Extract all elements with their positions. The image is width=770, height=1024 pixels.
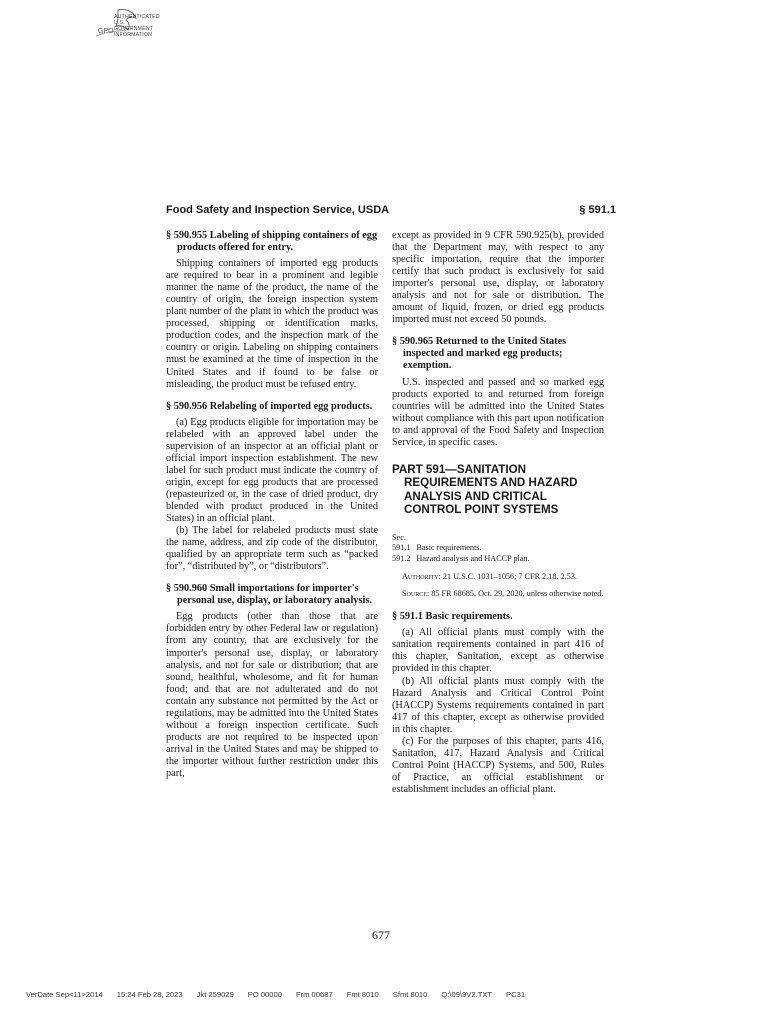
gpo-line: AUTHENTICATED <box>114 14 160 20</box>
authority-note <box>392 572 604 583</box>
section-heading: § 590.956 Relabeling of imported egg products. <box>166 400 373 412</box>
footer-slug <box>26 990 525 999</box>
section-paragraph: Egg products (other than those that are forbidden entry by other Federal law or regulation) from any country, that are exclusively for the importer's personal use, display, or laboratory analysis, and not for sale or distribution; that are sound, healthful, wholesome, and fit for human food; and that are not adulterated and do not contain any substance not permitted by the Act or regulations, may be admitted into the United States without a foreign inspection certificate. Such products are not required to be inspected upon arrival in the United States and may be shipped to the importer without further restriction under this part, <box>166 611 378 779</box>
running-head-section: § 591.1 <box>579 204 616 216</box>
gpo-authentication-text <box>114 14 160 38</box>
source-label: Source: <box>402 588 430 598</box>
section-591-1 <box>392 611 604 796</box>
footer-item: VerDate Sep<11>2014 <box>26 990 103 999</box>
source-note <box>392 589 604 600</box>
toc-entry-number: 591.1 <box>392 543 411 553</box>
section-paragraph: U.S. inspected and passed and so marked egg products exported to and returned from foreign countries will be admitted into the United States without compliance with this part upon notification to and approval of the Food Safety and Inspection Service, in specific cases. <box>392 376 604 448</box>
footer-item: Jkt 259029 <box>196 990 234 999</box>
section-heading: § 590.965 Returned to the United States inspected and marked egg products; exemption. <box>392 336 567 372</box>
gpo-authentication-logo <box>56 6 160 44</box>
authority-label: Authority: <box>402 572 441 582</box>
source-text: 85 FR 68685, Oct. 29, 2020, unless otherwise noted. <box>429 588 604 598</box>
toc-label: Sec. <box>392 532 406 542</box>
section-heading: § 591.1 Basic requirements. <box>392 611 513 623</box>
gpo-mark: GPO <box>98 28 114 35</box>
section-paragraph: (a) All official plants must comply with the sanitation requirements contained in part 416 of this chapter, Sanitation, except as otherwise provided in this chapter. <box>392 627 604 675</box>
page-number: 677 <box>372 928 390 942</box>
footer-item: 15:24 Feb 28, 2023 <box>116 990 183 999</box>
section-paragraph: (b) All official plants must comply with the Hazard Analysis and Critical Control Point (HACCP) Systems requirements contained in part 417 of this chapter, except as otherwise provided in this chapter. <box>392 675 604 735</box>
toc-entry <box>392 554 604 565</box>
section-paragraph: Shipping containers of imported egg products are required to bear in a prominent and legible manner the name of the product, the name of the country of origin, the foreign inspection system plant number of the plant in which the product was processed, shipping or identification marks, production codes, and the inspection mark of the country or origin. Labeling on shipping containers must be examined at the time of inspection in the United States and if found to be false or misleading, the product must be refused entry. <box>166 258 378 390</box>
section-590-956 <box>166 401 378 574</box>
footer-item: Q:\09\9V2.TXT <box>441 990 493 999</box>
section-590-960-continued <box>392 230 604 326</box>
table-of-sections <box>392 533 604 565</box>
toc-entry-number: 591.2 <box>392 553 411 563</box>
left-column <box>166 230 378 790</box>
section-paragraph: (a) Egg products eligible for importation may be relabeled with an approved label under the supervision of an inspector at an official plant or official import inspection establishment. The new label for such product must indicate the country of origin, except for egg products that are processed (repasteurized or, in the case of dried product, dry blended with product produced in the United States) in an official plant. <box>166 416 378 525</box>
toc-entry-title: Hazard analysis and HACCP plan. <box>416 553 530 563</box>
toc-entry-title: Basic requirements. <box>416 543 482 553</box>
running-head <box>166 204 616 216</box>
section-heading: § 590.955 Labeling of shipping containers of egg products offered for entry. <box>166 230 378 254</box>
gpo-line: INFORMATION <box>114 32 153 38</box>
section-paragraph: (b) The label for relabeled products must state the name, address, and zip code of the distributor, qualified by an appropriate term such as “packed for”, “distributed by”, or “distributors”. <box>166 525 378 573</box>
toc-entry <box>392 543 604 554</box>
authority-text: 21 U.S.C. 1031–1056; 7 CFR 2.18, 2.53. <box>440 572 577 582</box>
footer-item: PO 00000 <box>247 990 282 999</box>
footer-item: PC31 <box>506 990 526 999</box>
footer-item: Fmt 8010 <box>346 990 379 999</box>
section-590-955 <box>166 230 378 391</box>
right-column <box>392 230 604 806</box>
section-590-960 <box>166 583 378 780</box>
footer-item: Frm 00687 <box>295 990 333 999</box>
section-heading: § 590.960 Small importations for importer's personal use, display, or laboratory analysis. <box>166 583 372 607</box>
section-paragraph: except as provided in 9 CFR 590.925(b), provided that the Department may, with respect to any specific importation, require that the importer certify that such product is exclusively for said importer's personal use, display, or laboratory analysis and not for sale or distribution. The amount of liquid, frozen, or dried egg products imported must not exceed 50 pounds. <box>392 230 604 326</box>
running-head-agency: Food Safety and Inspection Service, USDA <box>166 204 390 216</box>
section-590-965 <box>392 336 604 448</box>
part-591-heading: PART 591—SANITATION REQUIREMENTS AND HAZARD ANALYSIS AND CRITICAL CONTROL POINT SYSTEMS <box>392 462 578 517</box>
footer-item: Sfmt 8010 <box>392 990 428 999</box>
gpo-line: U.S. GOVERNMENT <box>114 20 154 32</box>
section-paragraph: (c) For the purposes of this chapter, parts 416, Sanitation, 417, Hazard Analysis and Critical Control Point (HACCP) Systems, and 500, Rules of Practice, an official establishment or establishment includes an official plant. <box>392 735 604 795</box>
